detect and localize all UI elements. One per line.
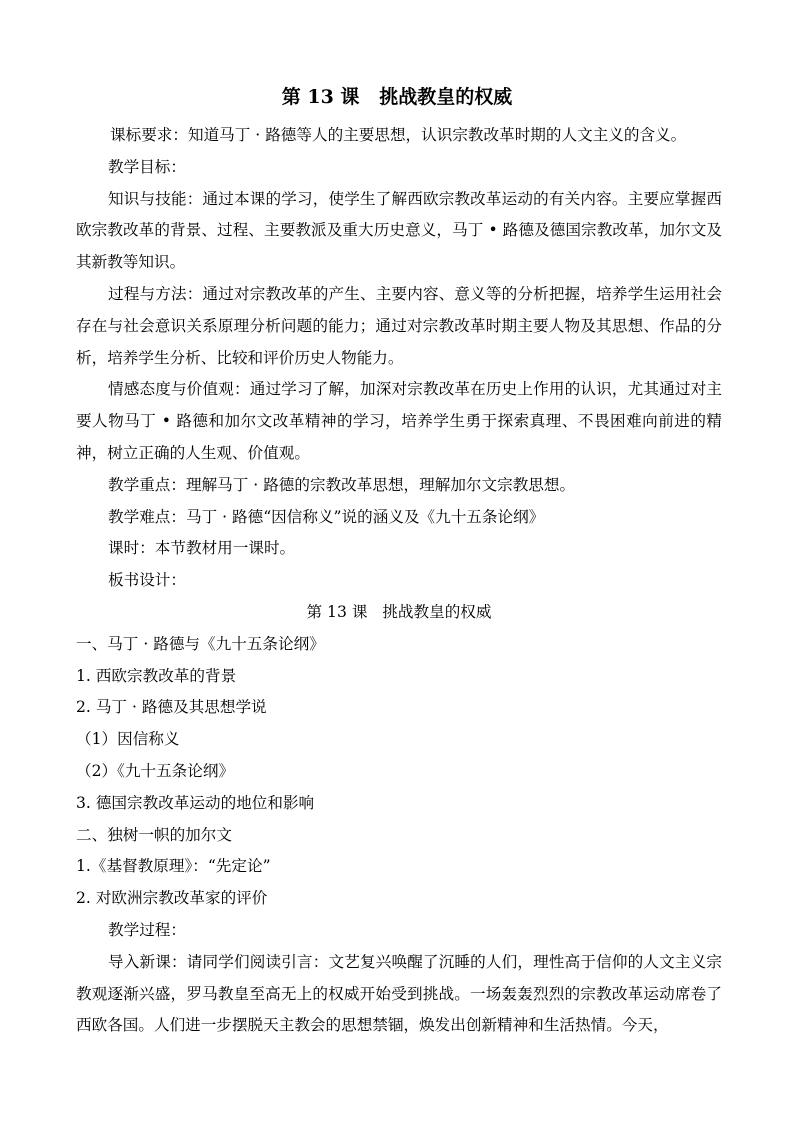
lesson-content (76, 120, 722, 1042)
board-design-heading: 板书设计： (108, 571, 186, 590)
teaching-process-heading: 教学过程： (108, 920, 186, 939)
board-subtitle: 第 13 课 挑战教皇的权威 (306, 602, 492, 621)
process-methods-paragraph: 过程与方法：通过对宗教改革的产生、主要内容、意义等的分析把握，培养学生运用社会存在与社会意识关系原理分析问题的能力；通过对宗教改革时期主要人物及其思想、作品的分析，培养学生分析、比较和评价历史人物能力。 (76, 284, 722, 367)
emotion-values-paragraph: 情感态度与价值观：通过学习了解，加深对宗教改革在历史上作用的认识，尤其通过对主要人物马丁 • 路德和加尔文改革精神的学习，培养学生勇于探索真理、不畏困难向前进的精神，树立正确的人生观、价值观。 (76, 380, 722, 462)
board-outline-item: 2. 马丁 · 路德及其思想学说 (76, 698, 267, 717)
board-outline-item: 一、马丁 · 路德与《九十五条论纲》 (76, 634, 325, 653)
board-outline-item: （2）《九十五条论纲》 (76, 761, 235, 780)
lesson-title: 第 13 课 挑战教皇的权威 (281, 86, 513, 108)
board-outline-item: （1）因信称义 (76, 730, 180, 749)
board-outline-item: 二、独树一帜的加尔文 (76, 825, 232, 844)
key-point-paragraph: 教学重点：理解马丁 · 路德的宗教改革思想，理解加尔文宗教思想。 (108, 475, 576, 494)
board-outline-item: 1. 西欧宗教改革的背景 (76, 666, 237, 685)
board-outline-item: 1.《基督教原理》：“先定论” (76, 857, 271, 876)
difficult-point-paragraph: 教学难点：马丁 · 路德“因信称义”说的涵义及《九十五条论纲》 (108, 507, 545, 526)
teaching-goals-heading: 教学目标： (108, 157, 186, 176)
curriculum-requirement: 课标要求：知道马丁 · 路德等人的主要思想，认识宗教改革时期的人文主义的含义。 (110, 126, 687, 144)
board-outline-item: 2. 对欧洲宗教改革家的评价 (76, 889, 268, 908)
intro-paragraph: 导入新课：请同学们阅读引言：文艺复兴唤醒了沉睡的人们，理性高于信仰的人文主义宗教观逐渐兴盛，罗马教皇至高无上的权威开始受到挑战。一场轰轰烈烈的宗教改革运动席卷了西欧各国。人们进一步摆脱天主教会的思想禁锢，焕发出创新精神和生活热情。今天， (76, 952, 722, 1035)
class-hours-paragraph: 课时：本节教材用一课时。 (108, 539, 296, 558)
board-outline-item: 3. 德国宗教改革运动的地位和影响 (76, 793, 315, 812)
knowledge-skills-paragraph: 知识与技能：通过本课的学习，使学生了解西欧宗教改革运动的有关内容。主要应掌握西欧宗教改革的背景、过程、主要教派及重大历史意义，马丁 • 路德及德国宗教改革，加尔文及其新教等知识。 (76, 189, 722, 272)
